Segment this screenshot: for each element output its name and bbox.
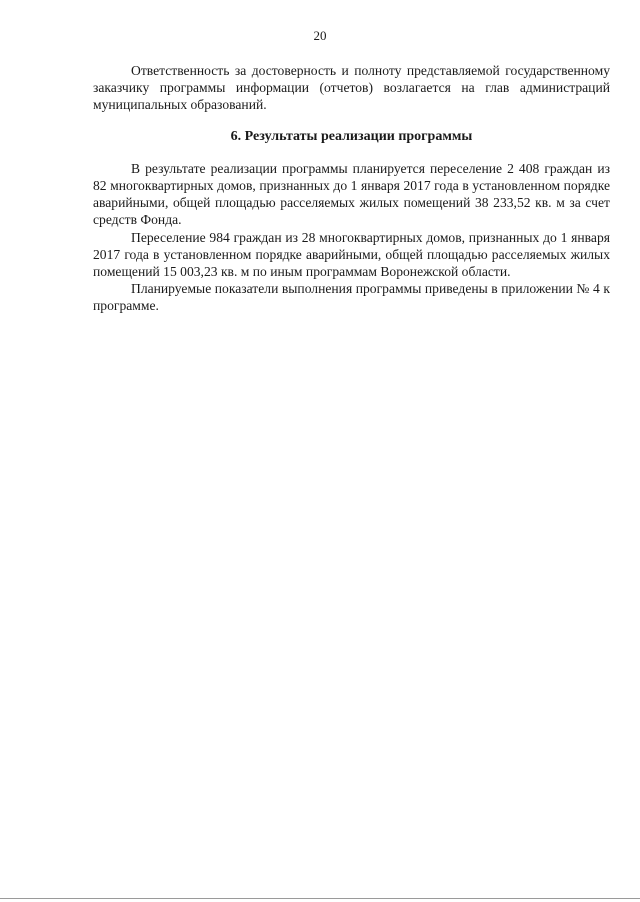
section-heading: 6. Результаты реализации программы	[230, 128, 473, 144]
results-paragraph-1: В результате реализации программы планируется переселение 2 408 граждан из 82 многоквартирных домов, признанных до 1 января 2017 года в установленном порядке аварийными, общей площадью расселяемых жилых помещений 38 233,52 кв. м за счет средств Фонда.	[93, 160, 610, 228]
results-paragraph-3: Планируемые показатели выполнения программы приведены в приложении № 4 к программе.	[93, 281, 610, 314]
results-paragraph-2: Переселение 984 граждан из 28 многоквартирных домов, признанных до 1 января 2017 года в установленном порядке аварийными, общей площадью расселяемых жилых помещений 15 003,23 кв. м по иным программам Воронежской области.	[93, 229, 610, 280]
document-body	[93, 62, 610, 315]
intro-paragraph: Ответственность за достоверность и полноту представляемой государственному заказчику программы информации (отчетов) возлагается на глав администраций муниципальных образований.	[93, 63, 610, 113]
page-number: 20	[313, 28, 327, 43]
footer-rule	[0, 898, 640, 899]
